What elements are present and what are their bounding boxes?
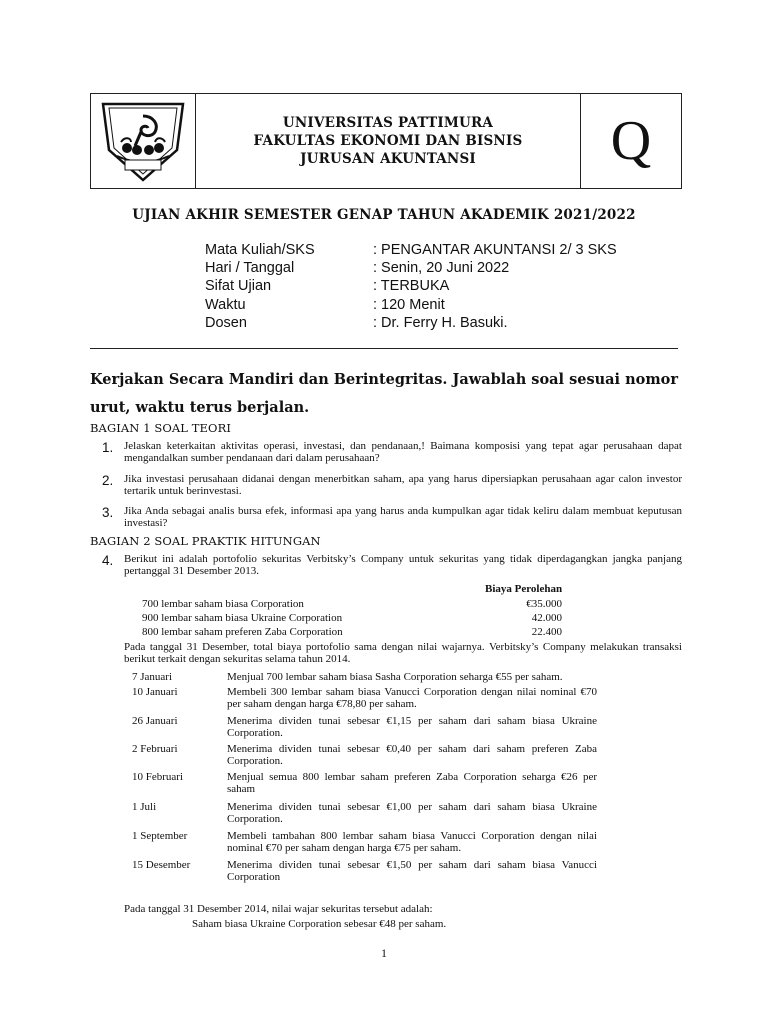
transaction-date: 7 Januari <box>132 671 173 683</box>
cost-header: Biaya Perolehan <box>485 583 563 595</box>
transaction-text: Menerima dividen tunai sebesar €1,00 per saham dari saham biasa Ukraine Corporation. <box>227 801 597 825</box>
transaction-text: Membeli 300 lembar saham biasa Vanucci Corporation dengan nilai nominal €70 per saham dengan harga €78,80 per saham. <box>227 686 597 710</box>
transaction-row <box>132 771 597 795</box>
info-row <box>205 314 617 332</box>
transaction-date: 15 Desember <box>132 859 191 871</box>
transaction-date: 1 September <box>132 830 188 842</box>
portfolio-row <box>142 626 562 638</box>
university-logo-icon <box>95 98 191 184</box>
transaction-date: 10 Januari <box>132 686 178 698</box>
info-label: Dosen <box>205 314 247 331</box>
portfolio-cost: €35.000 <box>526 598 562 610</box>
question-number: 1. <box>102 440 114 455</box>
transaction-row <box>132 859 597 883</box>
closing-item: Saham biasa Ukraine Corporation sebesar €48 per saham. <box>192 918 447 930</box>
portfolio-row <box>142 598 562 610</box>
divider <box>90 348 678 349</box>
question-2 <box>102 473 682 497</box>
portfolio-paragraph: Pada tanggal 31 Desember, total biaya portofolio sama dengan nilai wajarnya. Verbitsky’s Company melakukan transaksi berikut terkait dengan sekuritas selama tahun 2014. <box>124 641 682 665</box>
question-number: 3. <box>102 505 114 520</box>
department-name: JURUSAN AKUNTANSI <box>300 151 476 167</box>
portfolio-item: 800 lembar saham preferen Zaba Corporation <box>142 626 343 638</box>
transaction-text: Menerima dividen tunai sebesar €1,15 per saham dari saham biasa Ukraine Corporation. <box>227 715 597 739</box>
closing-text: Pada tanggal 31 Desember 2014, nilai wajar sekuritas tersebut adalah: <box>124 903 433 915</box>
university-name: UNIVERSITAS PATTIMURA <box>282 115 494 131</box>
exam-title: UJIAN AKHIR SEMESTER GENAP TAHUN AKADEMIK 2021/2022 <box>132 207 636 223</box>
question-text: Jika investasi perusahaan didanai dengan menerbitkan saham, apa yang harus dipersiapkan perusahaan agar calon investor tertarik untuk berinvestasi. <box>124 473 682 497</box>
info-row <box>205 296 617 314</box>
transaction-text: Menerima dividen tunai sebesar €0,40 per saham dari saham preferen Zaba Corporation. <box>227 743 597 767</box>
question-text: Jika Anda sebagai analis bursa efek, informasi apa yang harus anda kumpulkan agar tidak keliru dalam membuat keputusan investasi? <box>124 505 682 529</box>
question-4 <box>102 553 682 577</box>
transaction-date: 1 Juli <box>132 801 157 813</box>
logo-cell <box>91 94 196 188</box>
portfolio-item: 700 lembar saham biasa Corporation <box>142 598 304 610</box>
question-3 <box>102 505 682 529</box>
faculty-name: FAKULTAS EKONOMI DAN BISNIS <box>253 133 523 149</box>
info-label: Hari / Tanggal <box>205 260 295 277</box>
transaction-row <box>132 801 597 825</box>
info-value: : Senin, 20 Juni 2022 <box>373 260 510 277</box>
exam-code: Q <box>610 110 652 172</box>
page-number: 1 <box>381 946 387 960</box>
info-label: Mata Kuliah/SKS <box>205 242 315 258</box>
info-value: : PENGANTAR AKUNTANSI 2/ 3 SKS <box>373 242 617 258</box>
transaction-date: 10 Februari <box>132 771 184 783</box>
transaction-date: 26 Januari <box>132 715 178 727</box>
transaction-row <box>132 743 597 767</box>
section-1-title: BAGIAN 1 SOAL TEORI <box>90 421 231 435</box>
portfolio-item: 900 lembar saham biasa Ukraine Corporation <box>142 612 343 624</box>
info-value: : TERBUKA <box>373 278 450 295</box>
transaction-text: Menerima dividen tunai sebesar €1,50 per saham dari saham biasa Vanucci Corporation <box>227 859 597 883</box>
transaction-date: 2 Februari <box>132 743 178 755</box>
transaction-text: Menjual 700 lembar saham biasa Sasha Corporation seharga €55 per saham. <box>227 671 563 683</box>
instruction: Kerjakan Secara Mandiri dan Berintegritas. Jawablah soal sesuai nomor urut, waktu terus berjalan. <box>90 371 678 416</box>
exam-info <box>205 241 617 332</box>
portfolio-cost: 42.000 <box>531 612 562 624</box>
question-number: 2. <box>102 473 114 488</box>
transaction-row <box>132 686 597 710</box>
info-row <box>205 259 617 277</box>
transaction-row <box>132 715 597 739</box>
question-1 <box>102 440 682 464</box>
transaction-row <box>132 830 597 854</box>
info-row <box>205 241 617 259</box>
transaction-text: Membeli tambahan 800 lembar saham biasa Vanucci Corporation dengan nilai nominal €70 per saham dengan harga €75 per saham. <box>227 830 597 854</box>
transaction-text: Menjual semua 800 lembar saham preferen Zaba Corporation seharga €26 per saham <box>227 771 597 795</box>
question-text: Jelaskan keterkaitan aktivitas operasi, investasi, dan pendanaan,! Baimana komposisi yang tepat agar perusahaan dapat mengandalkan sumber pendanaan dari dalam perusahaan? <box>124 440 682 464</box>
transaction-row <box>132 671 597 683</box>
info-row <box>205 277 617 295</box>
section-2-title: BAGIAN 2 SOAL PRAKTIK HITUNGAN <box>90 534 321 548</box>
portfolio-cost: 22.400 <box>531 626 562 638</box>
info-label: Waktu <box>205 296 246 313</box>
header-box <box>90 93 682 189</box>
header-titles <box>196 94 581 188</box>
info-value: : 120 Menit <box>373 296 445 313</box>
question-text: Berikut ini adalah portofolio sekuritas Verbitsky’s Company untuk sekuritas yang tidak diperdagangkan jangka panjang pertanggal 31 Desember 2013. <box>124 553 682 577</box>
portfolio-row <box>142 612 562 624</box>
info-label: Sifat Ujian <box>205 278 272 295</box>
question-number: 4. <box>102 553 114 568</box>
info-value: : Dr. Ferry H. Basuki. <box>373 314 508 331</box>
